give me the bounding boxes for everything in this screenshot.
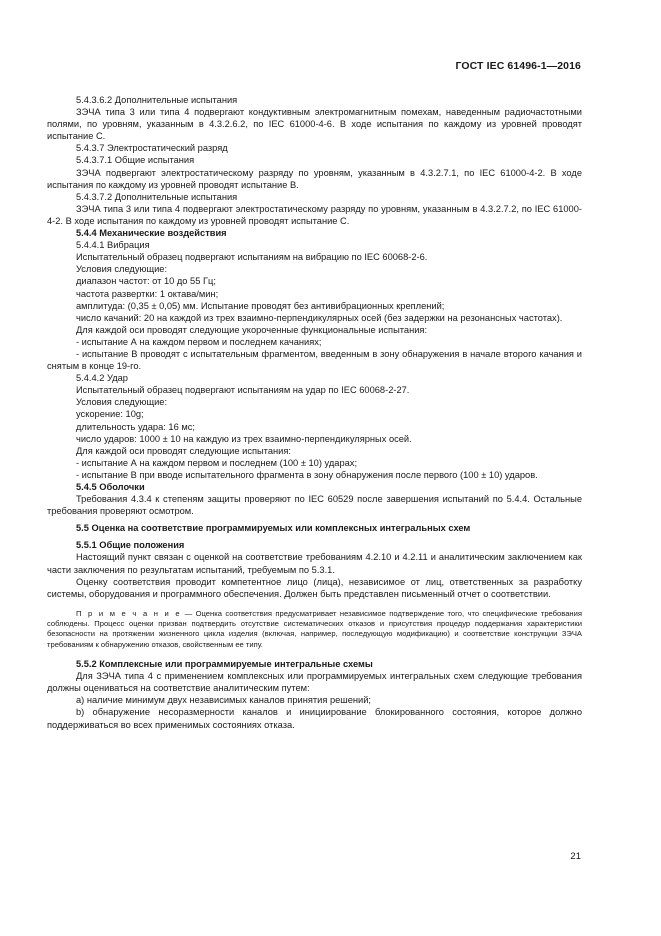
- list-item: амплитуда: (0,35 ± 0,05) мм. Испытание проводят без антивибрационных креплений;: [76, 300, 445, 311]
- body-paragraph: Испытательный образец подвергают испытаниям на вибрацию по IEC 60068-2-6.: [76, 252, 428, 263]
- body-paragraph: Настоящий пункт связан с оценкой на соответствие требованиям 4.2.10 и 4.2.11 и аналитическим заключением как части заключения по результатам испытаний, требуемым по 5.3.1.: [47, 552, 582, 575]
- body-paragraph: ЗЭЧА типа 3 или типа 4 подвергают кондуктивным электромагнитным помехам, наведенным радиочастотными полями, по уровням, указанным в 4.3.2.6.2, по IEC 61000-4-6. В ходе испытания по каждому из уровней проводят испытание С.: [47, 107, 582, 142]
- clause-heading: 5.4.3.6.2 Дополнительные испытания: [76, 95, 238, 105]
- body-paragraph: Для каждой оси проводят следующие испытания:: [76, 445, 291, 456]
- body-paragraph: ЗЭЧА подвергают электростатическому разряду по уровням, указанным в 4.3.2.7.1, по IEC 61000-4-2. В ходе испытания по каждому из уровней проводят испытание В.: [47, 167, 582, 190]
- body-paragraph: Условия следующие:: [76, 397, 168, 408]
- document-body: [47, 94, 582, 731]
- list-item: число ударов: 1000 ± 10 на каждую из трех взаимно-перпендикулярных осей.: [76, 433, 412, 444]
- list-item: частота развертки: 1 октава/мин;: [76, 288, 219, 299]
- clause-heading: 5.4.4.2 Удар: [76, 373, 128, 384]
- clause-heading: 5.4.3.7.1 Общие испытания: [76, 155, 195, 166]
- body-paragraph: Оценку соответствия проводит компетентное лицо (лица), независимое от лиц, ответственных за разработку системы, оборудования и программного обеспечения. Должен быть представлен письменный отчет о соответствии.: [47, 576, 582, 599]
- section-heading: 5.5.1 Общие положения: [76, 540, 185, 551]
- body-paragraph: Испытательный образец подвергают испытаниям на удар по IEC 60068-2-27.: [76, 385, 410, 396]
- body-paragraph: Условия следующие:: [76, 264, 168, 275]
- list-item: число качаний: 20 на каждой из трех взаимно-перпендикулярных осей (без задержки на резонансных частотах).: [76, 312, 563, 323]
- body-paragraph: Требования 4.3.4 к степеням защиты проверяют по IEC 60529 после завершения испытаний по 5.4.4. Остальные требования проверяют осмотром.: [47, 494, 582, 517]
- section-heading: 5.4.4 Механические воздействия: [76, 228, 227, 239]
- clause-heading: 5.4.4.1 Вибрация: [76, 240, 150, 251]
- body-paragraph: Для ЗЭЧА типа 4 с применением комплексных или программируемых интегральных схем следующие требования должны оцениваться на соответствие аналитическим путем:: [47, 671, 582, 694]
- list-item: - испытание А на каждом первом и последнем (100 ± 10) ударах;: [76, 457, 358, 468]
- section-heading: 5.5 Оценка на соответствие программируемых или комплексных интегральных схем: [76, 523, 471, 534]
- list-item: b) обнаружение несоразмерности каналов и инициирование блокированного состояния, которое должно поддерживаться во всех применимых состояниях отказа.: [47, 707, 582, 730]
- page-number: 21: [570, 851, 581, 862]
- standard-header: ГОСТ IEC 61496-1—2016: [455, 60, 581, 72]
- list-item: диапазон частот: от 10 до 55 Гц;: [76, 276, 216, 287]
- body-paragraph: Для каждой оси проводят следующие укороченные функциональные испытания:: [76, 324, 428, 335]
- note-text: — Оценка соответствия предусматривает независимое подтверждение того, что специфические требования соблюдены. Процесс оценки призван подтвердить отсутствие систематических отказов и присутствия процедур поддержания характеристики безопасности на протяжении жизненного цикла изделия (включая, например, последующую модификацию) и соответствие конструкции ЗЭЧА требованиям к обнаружению отказов, свойственным ее типу.: [47, 608, 582, 649]
- list-item: - испытание А на каждом первом и последнем качаниях;: [76, 336, 322, 347]
- list-item: ускорение: 10g;: [76, 409, 144, 420]
- section-heading: 5.5.2 Комплексные или программируемые интегральные схемы: [76, 659, 373, 670]
- clause-heading: 5.4.3.7.2 Дополнительные испытания: [76, 191, 238, 202]
- list-item: - испытание В проводят с испытательным фрагментом, введенным в зону обнаружения в начале второго качания и снятым в конце 19-го.: [47, 348, 582, 372]
- list-item: a) наличие минимум двух независимых каналов принятия решений;: [76, 695, 372, 706]
- note-label: П р и м е ч а н и е: [76, 608, 182, 618]
- note: [47, 609, 582, 650]
- list-item: длительность удара: 16 мс;: [76, 421, 195, 432]
- clause-heading: 5.4.3.7 Электростатический разряд: [76, 143, 228, 154]
- list-item: - испытание В при вводе испытательного фрагмента в зону обнаружения после первого (100 ± 10) ударов.: [76, 469, 538, 480]
- section-heading: 5.4.5 Оболочки: [76, 482, 145, 492]
- body-paragraph: ЗЭЧА типа 3 или типа 4 подвергают электростатическому разряду по уровням, указанным в 4.3.2.7.2, по IEC 61000-4-2. В ходе испытания по каждому из уровней проводят испытание С.: [47, 203, 582, 226]
